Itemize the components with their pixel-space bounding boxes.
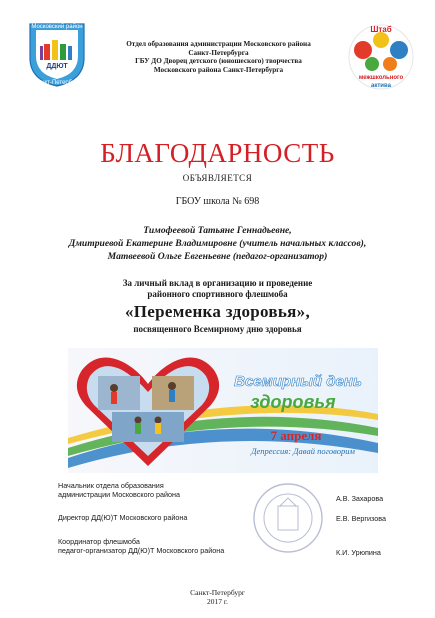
logo-top-text: Московский район	[31, 24, 83, 30]
footer-city: Санкт-Петербург	[190, 588, 245, 597]
issuer-header	[96, 40, 341, 74]
logo-bottom-text: Санкт-Петербург	[33, 80, 81, 86]
signature-name-1: А.В. Захарова	[336, 494, 384, 503]
logo-word1: Штаб	[370, 25, 392, 34]
signature-name-3: К.И. Урюпина	[336, 548, 381, 557]
reason-line: районного спортивного флешмоба	[147, 289, 288, 299]
header-line: Московского района Санкт-Петербурга	[153, 65, 284, 74]
student-council-logo	[346, 22, 416, 92]
banner-tagline: Депрессия: Давай поговорим	[251, 446, 355, 456]
certificate-title: БЛАГОДАРНОСТЬ	[100, 138, 335, 168]
recipient-line: Матвеевой Ольге Евгеньевне (педагог-организатор)	[107, 251, 328, 262]
signature-title-line: Начальник отдела образования	[58, 481, 164, 490]
health-day-banner	[68, 348, 378, 473]
logo-word3: актива	[371, 83, 391, 89]
banner-title-line2: здоровья	[250, 392, 336, 412]
signature-title-1	[58, 482, 288, 499]
signature-title-line: Директор ДД(Ю)Т Московского района	[58, 513, 188, 522]
recipient-line: Тимофеевой Татьяне Геннадьевне,	[143, 225, 292, 236]
ddut-logo	[22, 18, 92, 88]
school-name: ГБОУ школа № 698	[175, 196, 260, 207]
recipients	[20, 224, 415, 263]
footer	[0, 588, 435, 606]
event-name: «Переменка здоровья»,	[124, 302, 311, 321]
header-line: Санкт-Петербурга	[188, 48, 249, 57]
reason-text	[20, 278, 415, 300]
recipient-line: Дмитриевой Екатерине Владимировне (учитель начальных классов),	[68, 238, 367, 249]
logo-center-text: ДДЮТ	[46, 63, 68, 70]
dedication-text: посвященного Всемирному дню здоровья	[133, 324, 302, 334]
reason-line: За личный вклад в организацию и проведение	[122, 278, 313, 288]
banner-date: 7 апреля	[270, 428, 322, 443]
signature-title-3	[58, 538, 288, 555]
header-line: Отдел образования администрации Московского района	[126, 40, 311, 48]
logo-word2: межшкольного	[358, 75, 404, 81]
signature-title-line: педагог-организатор ДД(Ю)Т Московского района	[58, 545, 225, 555]
signature-title-line: Координатор флешмоба	[58, 537, 140, 546]
signature-title-2	[58, 514, 288, 523]
footer-year: 2017 г.	[207, 597, 228, 606]
header-line: ГБУ ДО Дворец детского (юношеского) творчества	[135, 57, 302, 66]
certificate-subtitle: ОБЪЯВЛЯЕТСЯ	[182, 173, 253, 183]
banner-title-line1: Всемирный день	[234, 373, 362, 390]
signature-name-2: Е.В. Вергизова	[336, 514, 386, 523]
signature-title-line: администрации Московского района	[58, 489, 181, 499]
